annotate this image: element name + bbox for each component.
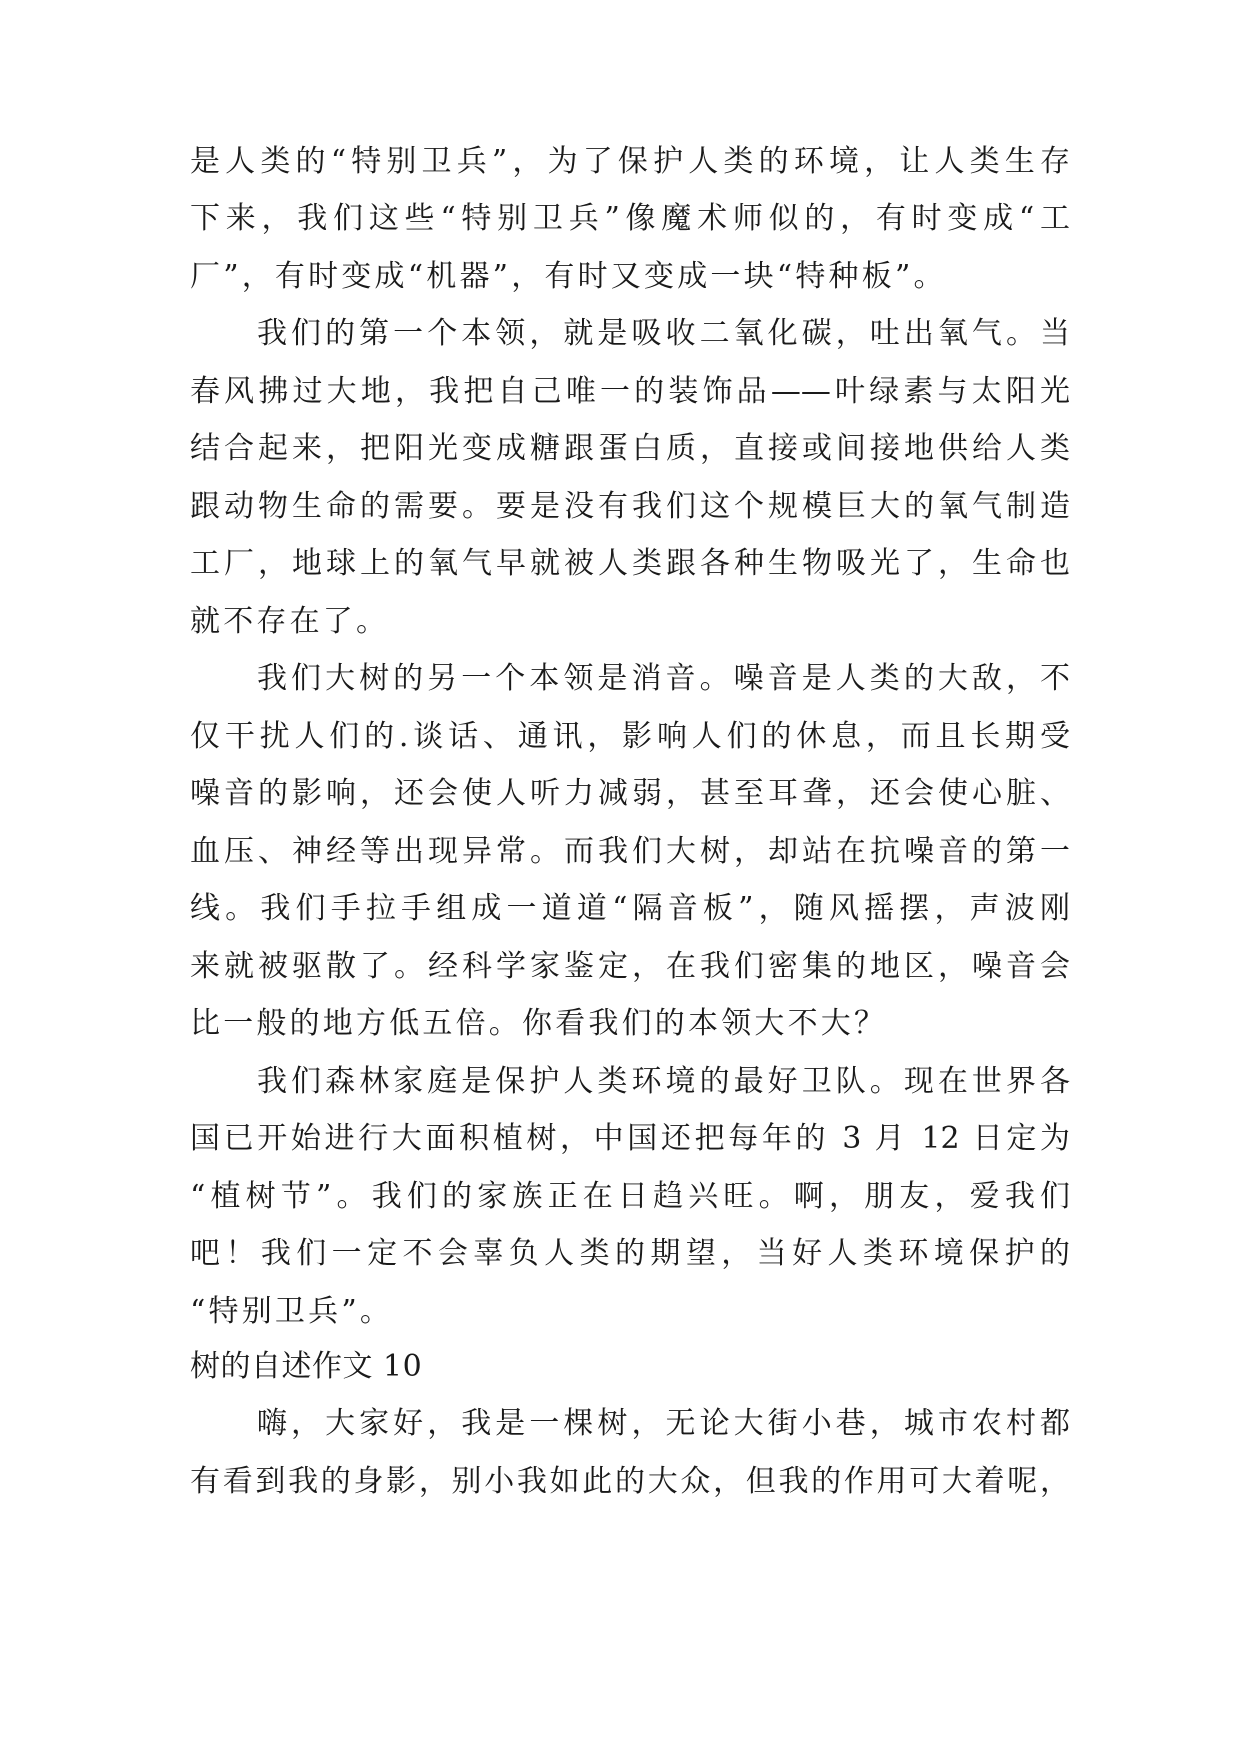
text-line: 工厂，地球上的氧气早就被人类跟各种生物吸光了，生命也 <box>190 546 1070 581</box>
section-heading: 树的自述作文 10 <box>190 1349 423 1384</box>
text-line: 就不存在了。 <box>190 604 390 639</box>
text-line: 仅干扰人们的.谈话、通讯，影响人们的休息，而且长期受 <box>190 719 1070 754</box>
paragraph-first-line: 我们大树的另一个本领是消音。噪音是人类的大敌，不 <box>257 661 1070 696</box>
text-line: 血压、神经等出现异常。而我们大树，却站在抗噪音的第一 <box>190 834 1070 869</box>
text-line: 春风拂过大地，我把自己唯一的装饰品——叶绿素与太阳光 <box>190 374 1070 409</box>
text-line: 有看到我的身影，别小我如此的大众，但我的作用可大着呢， <box>190 1464 1070 1499</box>
paragraph-first-line: 我们的第一个本领，就是吸收二氧化碳，吐出氧气。当 <box>257 316 1070 351</box>
text-line: 厂”，有时变成“机器”，有时又变成一块“特种板”。 <box>190 259 947 294</box>
text-line: 跟动物生命的需要。要是没有我们这个规模巨大的氧气制造 <box>190 489 1070 524</box>
text-line: “植树节”。我们的家族正在日趋兴旺。啊，朋友，爱我们 <box>190 1179 1070 1214</box>
text-line: 噪音的影响，还会使人听力减弱，甚至耳聋，还会使心脏、 <box>190 776 1070 811</box>
paragraph-first-line: 嗨，大家好，我是一棵树，无论大街小巷，城市农村都 <box>257 1406 1070 1441</box>
text-line: 国已开始进行大面积植树，中国还把每年的 3 月 12 日定为 <box>190 1121 1070 1156</box>
text-line: 线。我们手拉手组成一道道“隔音板”，随风摇摆，声波刚 <box>190 891 1070 926</box>
text-line: 是人类的“特别卫兵”，为了保护人类的环境，让人类生存 <box>190 144 1070 179</box>
text-line: 比一般的地方低五倍。你看我们的本领大不大？ <box>190 1006 888 1041</box>
text-line: 吧！我们一定不会辜负人类的期望，当好人类环境保护的 <box>190 1236 1070 1271</box>
text-line: “特别卫兵”。 <box>190 1294 394 1329</box>
text-line: 下来，我们这些“特别卫兵”像魔术师似的，有时变成“工 <box>190 201 1070 236</box>
paragraph-first-line: 我们森林家庭是保护人类环境的最好卫队。现在世界各 <box>257 1064 1070 1099</box>
text-line: 来就被驱散了。经科学家鉴定，在我们密集的地区，噪音会 <box>190 949 1070 984</box>
text-line: 结合起来，把阳光变成糖跟蛋白质，直接或间接地供给人类 <box>190 431 1070 466</box>
